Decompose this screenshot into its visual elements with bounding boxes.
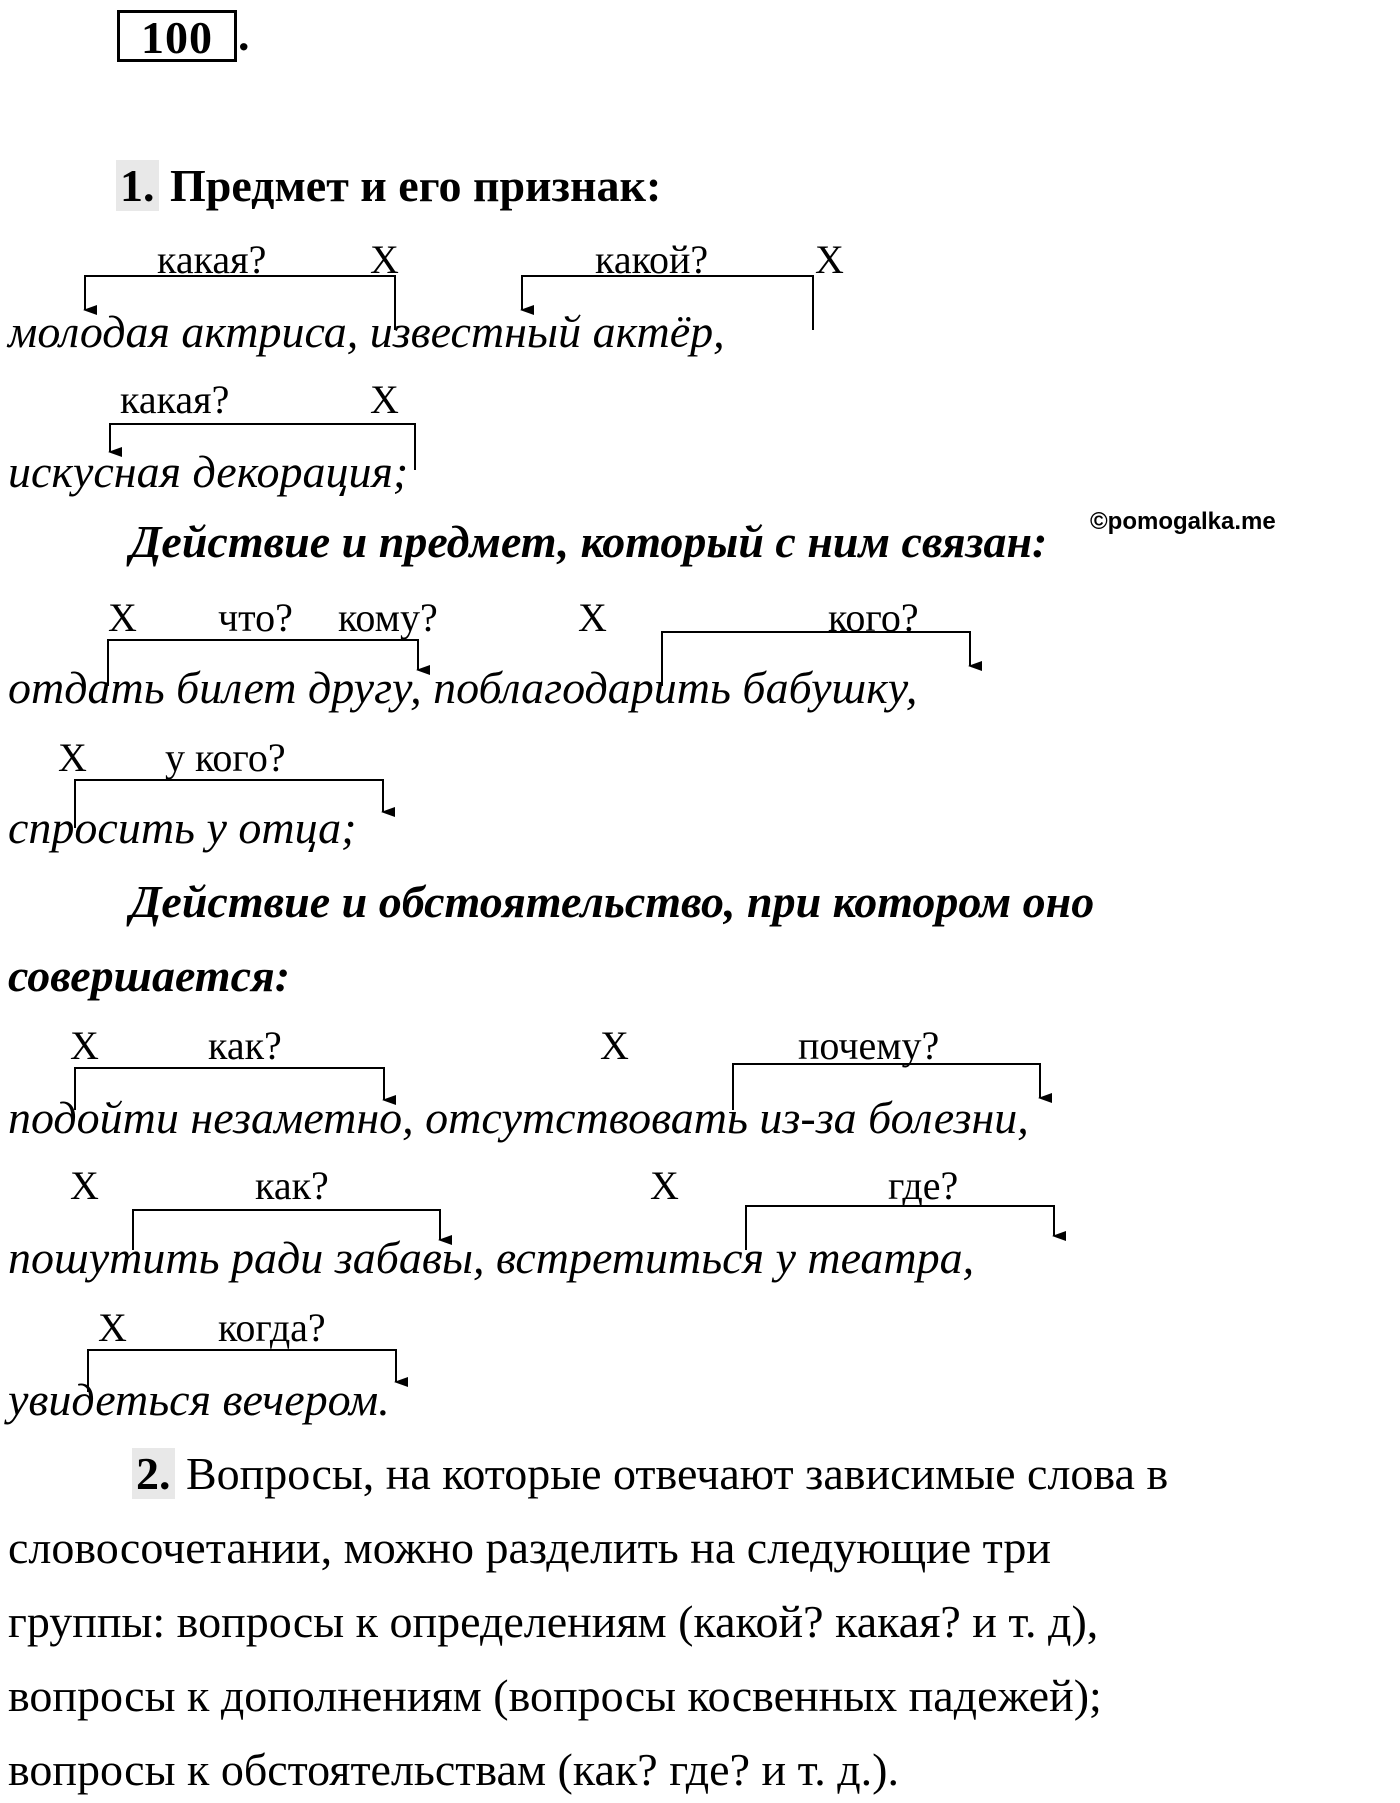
- section-heading: Действие и предмет, который с ним связан:: [130, 516, 1048, 567]
- head-word-mark: Х: [98, 1305, 127, 1350]
- part1-heading-text: Предмет и его признак:: [170, 160, 662, 211]
- question-label: какая?: [157, 237, 267, 282]
- phrase-line: отдать билет другу, поблагодарить бабушку,: [8, 662, 918, 713]
- question-label: когда?: [218, 1305, 326, 1350]
- phrase-line: увидеться вечером.: [8, 1374, 390, 1425]
- head-word-mark: Х: [600, 1023, 629, 1068]
- head-word-mark: Х: [370, 377, 399, 422]
- question-label: что?: [218, 595, 293, 640]
- question-label: у кого?: [165, 735, 286, 780]
- head-word-mark: Х: [578, 595, 607, 640]
- head-word-mark: Х: [370, 237, 399, 282]
- part2-text: Вопросы, на которые отвечают зависимые слова в: [186, 1448, 1169, 1499]
- part2-number: 2.: [132, 1448, 175, 1499]
- question-label: какой?: [595, 237, 709, 282]
- part2-line-1: [136, 1448, 1168, 1500]
- question-label: кого?: [828, 595, 919, 640]
- question-label: как?: [208, 1023, 282, 1068]
- section-heading-continued: совершается:: [8, 950, 291, 1001]
- phrase-line: молодая актриса, известный актёр,: [8, 306, 725, 357]
- part2-line-3: группы: вопросы к определениям (какой? какая? и т. д),: [8, 1596, 1099, 1647]
- question-label: почему?: [798, 1023, 940, 1068]
- part2-line-2: словосочетании, можно разделить на следующие три: [8, 1522, 1051, 1573]
- phrase-line: спросить у отца;: [8, 802, 357, 853]
- watermark: ©pomogalka.me: [1090, 508, 1276, 535]
- section-heading: Действие и обстоятельство, при котором оно: [130, 876, 1095, 927]
- exercise-number: 100: [141, 12, 213, 63]
- head-word-mark: Х: [650, 1163, 679, 1208]
- question-label: как?: [255, 1163, 329, 1208]
- head-word-mark: Х: [58, 735, 87, 780]
- part2-line-5: вопросы к обстоятельствам (как? где? и т. д.).: [8, 1744, 900, 1795]
- part1-number: 1.: [116, 160, 159, 211]
- phrase-line: подойти незаметно, отсутствовать из-за болезни,: [8, 1092, 1029, 1143]
- question-label: какая?: [120, 377, 230, 422]
- question-label: где?: [888, 1163, 959, 1208]
- phrase-line: пошутить ради забавы, встретиться у театра,: [8, 1232, 975, 1283]
- head-word-mark: Х: [70, 1023, 99, 1068]
- part2-line-4: вопросы к дополнениям (вопросы косвенных падежей);: [8, 1670, 1102, 1721]
- head-word-mark: Х: [108, 595, 137, 640]
- head-word-mark: Х: [70, 1163, 99, 1208]
- head-word-mark: Х: [815, 237, 844, 282]
- question-label: кому?: [338, 595, 438, 640]
- exercise-number-dot: .: [238, 9, 250, 60]
- phrase-line: искусная декорация;: [8, 446, 409, 497]
